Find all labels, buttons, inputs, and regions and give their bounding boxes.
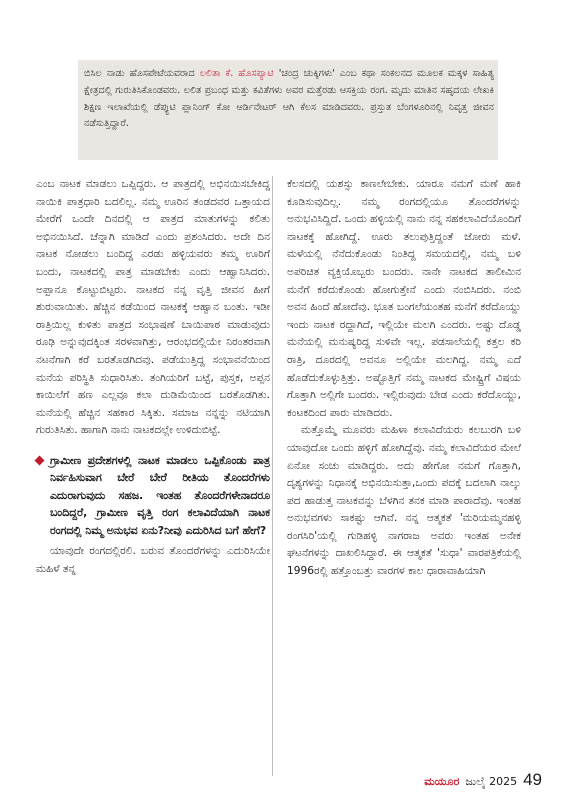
issue-date: ಜುಲೈ 2025 xyxy=(465,775,518,788)
bio-intro: ಬಿಸಿಲ ನಾಡು ಹೊಸಪೇಟೆಯವರಾದ xyxy=(84,68,200,79)
right-column xyxy=(287,176,521,581)
left-paragraph-1: ಎಂಬ ನಾಟಕ ಮಾಡಲು ಒಪ್ಪಿದ್ದರು. ಆ ಪಾತ್ರದಲ್ಲಿ ಅಭಿನಯಿಸಬೇಕಿದ್ದ ನಾಯಿಕಿ ಪಾತ್ರಧಾರಿ ಬದಲಿಲ್ಲ. ನಮ್ಮ ಊರಿನ ತಂಡದವರ ಒತ್ತಾಯದ ಮೇರೆಗೆ ಒಂದೇ ದಿನದಲ್ಲಿ ಆ ಪಾತ್ರದ ಮಾತುಗಳನ್ನು ಕಲಿತು ಅಭಿನಯಿಸಿದೆ. ಚೆನ್ನಾಗಿ ಮಾಡಿದೆ ಎಂದು ಪ್ರಶಂಸಿದರು. ಅದೇ ದಿನ ನಾಟಕ ನೋಡಲು ಬಂದಿದ್ದ ಎರಡು ಹಳ್ಳಿಯವರು ತಮ್ಮ ಊರಿಗೆ ಬಂದು, ನಾಟಕದಲ್ಲಿ ಪಾತ್ರ ಮಾಡಬೇಕು ಎಂದು ಆಹ್ವಾನಿಸಿದರು. ಅಪ್ಪಾನೂ ಕೊಟ್ಟುಬಿಟ್ಟರು. ನಾಟಕದ ನನ್ನ ವೃತ್ತಿ ಜೀವನ ಹೀಗೆ ಶುರುವಾಯಿತು. ಹೆಚ್ಚಿನ ಕಡೆಯಿಂದ ನಾಟಕಕ್ಕೆ ಆಹ್ವಾನ ಬಂತು. ಇಡೀ ರಾತ್ರಿಯಿಲ್ಲ ಕುಳಿತು ಪಾತ್ರದ ಸಂಭಾಷಣೆ ಬಾಯಿಪಾಠ ಮಾಡುವುದು ರೂಢಿ ಅನ್ನುವುದಕ್ಕಿಂತ ಸರಳವಾಗಿತ್ತು, ಆರಂಭದಲ್ಲಿಯೇ ನಿರಂತರವಾಗಿ ನಟನೆಗಾಗಿ ಕರೆ ಬರತೊಡಗಿದವು. ಪಡೆಯುತ್ತಿದ್ದ ಸಂಭಾವನೆಯಿಂದ ಮನೆಯ ಪರಿಸ್ಥಿತಿ ಸುಧಾರಿಸಿತು. ತಂಗಿಯರಿಗೆ ಬಟ್ಟೆ, ಪುಸ್ತಕ, ಅಪ್ಪನ ಕಾಯಿಲೆಗೆ ಹಣ ಎಲ್ಲವೂ ಕಲಾ ದುಡಿಮೆಯಿಂದ ಬರತೊಡಗಿತು. ಮನೆಯಲ್ಲಿ ಹೆಚ್ಚಿನ ಸಹಕಾರ ಸಿಕ್ಕಿತು. ಸಮಾಜ ನನ್ನನ್ನು ನಟಿಯಾಗಿ ಗುರುತಿಸಿತು. ಹಾಗಾಗಿ ನಾನು ನಾಟಕದಲ್ಲೇ ಉಳಿದುಬಿಟ್ಟೆ. xyxy=(36,178,270,437)
left-column xyxy=(36,176,270,578)
interview-question xyxy=(36,452,270,539)
magazine-logo: ಮಯೂರ xyxy=(424,775,460,788)
top-strip xyxy=(0,0,562,30)
author-bio xyxy=(84,66,494,133)
column-divider xyxy=(272,176,273,776)
page-number: 49 xyxy=(523,770,542,789)
right-paragraph-2: ಮತ್ತೊಮ್ಮೆ ಮೂವರು ಮಹಿಳಾ ಕಲಾವಿದೆಯರು ಕಲಬುರಗಿ ಬಳಿ ಯಾವುದೋ ಒಂದು ಹಳ್ಳಿಗೆ ಹೋಗಿದ್ದೆವು. ನಮ್ಮ ಕಲಾವಿದೆಯರ ಮೇಲೆ ಏನೋ ಸಂಚು ಮಾಡಿದ್ದರು. ಅದು ಹೇಗೋ ನಮಗೆ ಗೊತ್ತಾಗಿ, ದೃಶ್ಯಗಳನ್ನು ನಿಧಾನಕ್ಕೆ ಅಭಿನಯಿಸುತ್ತಾ,ಒಂದು ಪದಕ್ಕೆ ಬದಲಾಗಿ ನಾಲ್ಕು ಪದ ಹಾಡುತ್ತ ನಾಟಕವನ್ನು ಬೆಳಗಿನ ತನಕ ಮಾಡಿ ಪಾರಾದೆವು. ಇಂತಹ ಅನುಭವಗಳು ಸಾಕಷ್ಟು ಆಗಿವೆ. ನನ್ನ ಆತ್ಮಕತೆ 'ಮರಿಯಮ್ಮನಹಳ್ಳಿ ರಂಗಸಿರಿ'ಯಲ್ಲಿ ಗುಡಿಹಳ್ಳಿ ನಾಗರಾಜ ಅವರು ಇಂತಹ ಅನೇಕ ಘಟನೆಗಳನ್ನು ದಾಖಲಿಸಿದ್ದಾರೆ. ಈ ಆತ್ಮಕತೆ 'ಸುಧಾ' ವಾರಪತ್ರಿಕೆಯಲ್ಲಿ 1996ರಲ್ಲಿ ಹತ್ತೊಂಬತ್ತು ವಾರಗಳ ಕಾಲ ಧಾರಾವಾಹಿಯಾಗಿ xyxy=(287,424,521,578)
question-text: ಗ್ರಾಮೀಣ ಪ್ರದೇಶಗಳಲ್ಲಿ ನಾಟಕ ಮಾಡಲು ಒಪ್ಪಿಕೊಂಡು ಪಾತ್ರ ನಿರ್ವಹಿಸುವಾಗ ಬೇರೆ ಬೇರೆ ರೀತಿಯ ತೊಂದರೆಗಳು ಎದುರಾಗುವುದು ಸಹಜ. ಇಂತಹ ತೊಂದರೆಗಳೇನಾದರೂ ಬಂದಿದ್ದರೆ, ಗ್ರಾಮೀಣ ವೃತ್ತಿ ರಂಗ ಕಲಾವಿದೆಯಾಗಿ ನಾಟಕ ರಂಗದಲ್ಲಿ ನಿಮ್ಮ ಅನುಭವ ಏನು?ನೀವು ಎದುರಿಸಿದ ಬಗೆ ಹೇಗೆ? xyxy=(50,453,270,537)
author-name: ಲಲಿತಾ ಕೆ. ಹೊಸಪ್ಯಾಟಿ xyxy=(199,68,274,79)
question-marker-icon xyxy=(35,455,45,465)
right-paragraph-1: ಕೆಲಸದಲ್ಲಿ ಯಶಸ್ಸು ಕಾಣಲೇಬೇಕು. ಯಾರೂ ನಮಗೆ ಮಣೆ ಹಾಕಿ ಕೂಡಿಸುವುದಿಲ್ಲ. ನಮ್ಮ ರಂಗದಲ್ಲಿಯೂ ತೊಂದರೆಗಳನ್ನು ಅನುಭವಿಸಿದ್ದಿದೆ. ಒಂದು ಹಳ್ಳಿಯಲ್ಲಿ ನಾನು ನನ್ನ ಸಹಕಲಾವಿದೆಯೊಂದಿಗೆ ನಾಟಕಕ್ಕೆ ಹೋಗಿದ್ದೆ. ಊರು ತಲುಪುತ್ತಿದ್ದಂತೆ ಜೋರು ಮಳೆ. ಮಳೆಯಲ್ಲಿ ನೆನೆದುಕೊಂಡು ನಿಂತಿದ್ದ ಸಮಯದಲ್ಲಿ, ನಮ್ಮ ಬಳಿ ಅಪರಿಚಿತ ವ್ಯಕ್ತಿಯೊಬ್ಬರು ಬಂದರು. ನಾನೇ ನಾಟಕದ ತಾಲೀಮಿನ ಮನೆಗೆ ಕರೆದುಕೊಂಡು ಹೋಗುತ್ತೇನೆ ಎಂದು ನಂಬಿಸಿದರು. ನಂಬಿ ಅವನ ಹಿಂದೆ ಹೋದೆವು. ಭೂತ ಬಂಗಲೆಯಂತಹ ಮನೆಗೆ ಕರೆದೊಯ್ದು ಇಂದು ನಾಟಕ ರದ್ದಾಗಿದೆ, ಇಲ್ಲಿಯೇ ಮಲಗಿ ಎಂದರು. ಅಷ್ಟು ದೊಡ್ಡ ಮನೆಯಲ್ಲಿ ಮನುಷ್ಯರಿದ್ದ ಸುಳಿವೇ ಇಲ್ಲ. ಪಡಸಾಲೆಯಲ್ಲಿ ಕತ್ತಲ ಕರಿ ರಾತ್ರಿ, ದೂರದಲ್ಲಿ ಅವನೂ ಅಲ್ಲಿಯೇ ಮಲಗಿದ್ದ. ನಮ್ಮ ಎದೆ ಹೊಡೆದುಕೊಳ್ಳುತ್ತಿತ್ತು. ಅಷ್ಟೊತ್ತಿಗೆ ನಮ್ಮ ನಾಟಕದ ಮೇಷ್ಟ್ರಿಗೆ ವಿಷಯ ಗೊತ್ತಾಗಿ ಅಲ್ಲಿಗೇ ಬಂದರು. ಇಲ್ಲಿರುವುದು ಬೇಡ ಎಂದು ಕರೆದೊಯ್ದು, ಕಂಟಕದಿಂದ ಪಾರು ಮಾಡಿದರು. xyxy=(287,178,521,419)
page-footer xyxy=(424,770,542,792)
bio-body: 'ಚಂದ್ರ ಚುಕ್ಕಿಗಳು' ಎಂಬ ಕಥಾ ಸಂಕಲನದ ಮೂಲಕ ಮಕ್ಕಳ ಸಾಹಿತ್ಯ ಕ್ಷೇತ್ರದಲ್ಲಿ ಗುರುತಿಸಿಕೊಂಡವರು. ಲಲಿತ ಪ್ರಬಂಧ ಮತ್ತು ಕವಿತೆಗಳು ಅವರ ಮತ್ತೆರಡು ಆಸಕ್ತಿಯ ರಂಗ. ಮೃದು ಮಾತಿನ ಸಹೃದಯ ಲೇಖಕಿ ಶಿಕ್ಷಣ ಇಲಾಖೆಯಲ್ಲಿ ಡೆಪ್ಯುಟಿ ಪ್ಲಾನಿಂಗ್ ಕೋ ಆರ್ಡಿನೇಟರ್ ಆಗಿ ಕೆಲಸ ಮಾಡಿದವರು. ಪ್ರಸ್ತುತ ಬೆಂಗಳೂರಿನಲ್ಲಿ ನಿವೃತ್ತ ಜೀವನ ನಡೆಸುತ್ತಿದ್ದಾರೆ. xyxy=(84,68,494,130)
answer-paragraph: ಯಾವುದೇ ರಂಗದಲ್ಲಿರಲಿ. ಬರುವ ತೊಂದರೆಗಳನ್ನು ಎದುರಿಸಿಯೇ ಮಹಿಳೆ ತನ್ನ xyxy=(36,544,270,575)
